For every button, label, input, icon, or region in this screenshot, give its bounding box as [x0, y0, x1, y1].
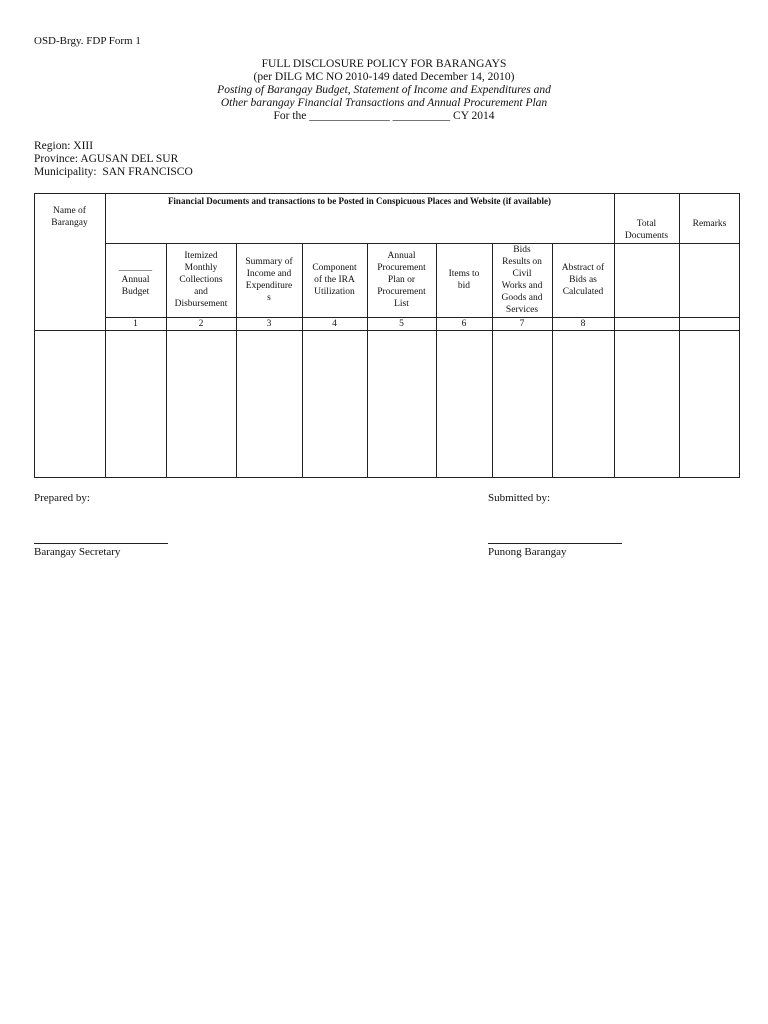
prepared-by-label: Prepared by: — [34, 492, 90, 504]
column-header-2-line: and — [194, 287, 208, 297]
municipality-text: Municipality: SAN FRANCISCO — [34, 166, 193, 178]
title-line-4: Other barangay Financial Transactions and Annual Procurement Plan — [220, 97, 548, 109]
column-header-1-line: _______ — [118, 263, 153, 273]
title-line-3: Posting of Barangay Budget, Statement of Income and Expenditures and — [217, 84, 551, 96]
column-header-5-line: List — [394, 299, 409, 309]
column-header-5-line: Plan or — [387, 275, 416, 285]
column-header-2-line: Disbursement — [174, 299, 228, 309]
table-border-left — [34, 193, 35, 478]
column-header-7-line: Works and — [501, 281, 543, 291]
column-header-8 — [552, 262, 614, 298]
column-header-8-line: Calculated — [562, 287, 604, 297]
total-documents-header-line: Total — [636, 219, 657, 229]
financial-documents-header — [105, 195, 614, 207]
province-text: Province: AGUSAN DEL SUR — [34, 153, 179, 165]
column-number-2-line: 2 — [198, 318, 204, 329]
rule-number-bottom — [34, 330, 740, 331]
rule-subheader — [105, 243, 740, 244]
submitted-by-label: Submitted by: — [488, 492, 551, 504]
title-line-5: For the ______________ __________ CY 2014 — [273, 110, 495, 122]
name-of-barangay-header-line: Name of — [53, 206, 86, 216]
location-block — [34, 140, 193, 179]
column-number-8 — [552, 318, 614, 330]
column-header-2-line: Monthly — [184, 263, 218, 273]
column-header-7 — [492, 244, 552, 316]
column-number-7 — [492, 318, 552, 330]
financial-documents-header-line: Financial Documents and transactions to be Posted in Conspicuous Places and Website (if available) — [167, 196, 552, 206]
column-header-8-line: Bids as — [569, 275, 597, 285]
column-header-6-line: Items to — [448, 269, 480, 279]
region-text: Region: XIII — [34, 140, 94, 152]
column-header-2 — [166, 250, 236, 310]
column-header-8-line: Abstract of — [561, 263, 605, 273]
remarks-header — [679, 218, 740, 230]
column-header-3-line: s — [267, 293, 271, 303]
column-header-1-line: Budget — [121, 287, 150, 297]
total-documents-header-line: Documents — [624, 231, 669, 241]
column-header-4-line: of the IRA — [314, 275, 355, 285]
column-header-2-line: Itemized — [184, 251, 218, 261]
rule-col-name — [105, 193, 106, 478]
column-header-1-line: Annual — [121, 275, 150, 285]
prepared-role: Barangay Secretary — [34, 546, 121, 558]
title-block — [0, 58, 768, 123]
column-header-3-line: Expenditure — [245, 281, 293, 291]
column-number-1 — [105, 318, 166, 330]
name-of-barangay-header-line: Barangay — [51, 218, 88, 228]
column-number-4 — [302, 318, 367, 330]
column-number-3-line: 3 — [266, 318, 272, 329]
column-header-7-line: Results on — [502, 257, 542, 267]
name-of-barangay-header — [34, 205, 105, 229]
column-header-4-line: Component — [312, 263, 357, 273]
disclosure-table — [34, 193, 740, 478]
total-documents-header — [614, 218, 679, 242]
column-number-2 — [166, 318, 236, 330]
column-header-4-line: Utilization — [314, 287, 355, 297]
column-header-5-line: Procurement — [377, 287, 426, 297]
remarks-header-line: Remarks — [692, 219, 727, 229]
column-header-5-line: Annual — [387, 251, 416, 261]
column-number-6-line: 6 — [461, 318, 467, 329]
column-header-5 — [367, 250, 436, 310]
column-header-7-line: Civil — [512, 269, 532, 279]
title-line-2: (per DILG MC NO 2010-149 dated December 14, 2010) — [253, 71, 515, 83]
column-number-5 — [367, 318, 436, 330]
column-number-7-line: 7 — [519, 318, 525, 329]
table-border-top — [34, 193, 740, 194]
prepared-signature-line — [34, 543, 168, 544]
column-number-6 — [436, 318, 492, 330]
column-number-3 — [236, 318, 302, 330]
column-header-3-line: Income and — [246, 269, 292, 279]
column-number-1-line: 1 — [133, 318, 138, 329]
column-header-4 — [302, 262, 367, 298]
submitted-signature-line — [488, 543, 622, 544]
column-header-7-line: Services — [505, 305, 539, 315]
column-header-3-line: Summary of — [245, 257, 293, 267]
rule-col-remarks — [679, 193, 680, 478]
column-header-7-line: Goods and — [501, 293, 543, 303]
column-header-5-line: Procurement — [377, 263, 426, 273]
column-number-5-line: 5 — [399, 318, 404, 329]
form-code: OSD-Brgy. FDP Form 1 — [34, 35, 141, 47]
column-header-6-line: bid — [457, 281, 471, 291]
column-header-3 — [236, 256, 302, 304]
submitted-role: Punong Barangay — [488, 546, 567, 558]
table-border-bottom — [34, 477, 740, 478]
column-header-1 — [105, 262, 166, 298]
column-number-8-line: 8 — [580, 318, 586, 329]
column-header-7-line: Bids — [513, 245, 531, 255]
rule-col-8 — [614, 243, 615, 478]
column-header-6 — [436, 268, 492, 292]
column-number-4-line: 4 — [332, 318, 337, 329]
column-header-2-line: Collections — [179, 275, 223, 285]
table-border-right — [739, 193, 740, 478]
title-line-1: FULL DISCLOSURE POLICY FOR BARANGAYS — [261, 58, 507, 70]
